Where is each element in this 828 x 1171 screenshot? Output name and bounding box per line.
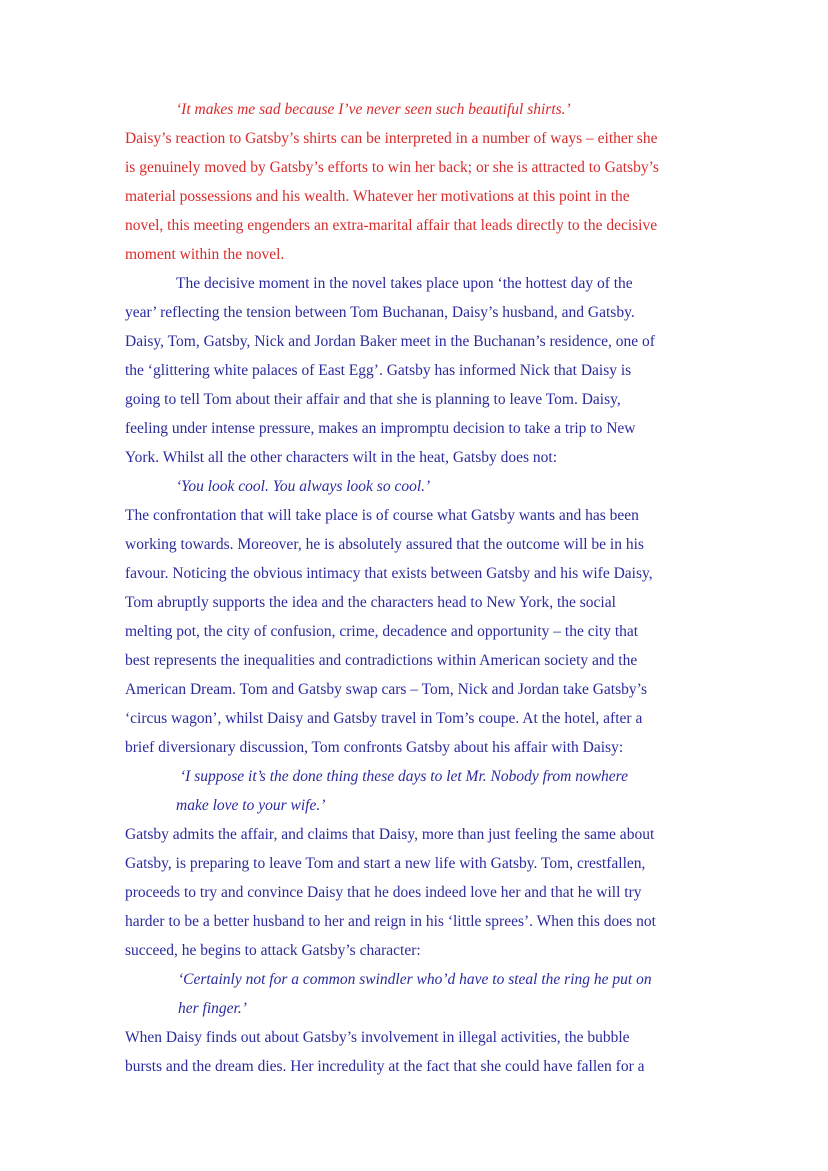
body-line: York. Whilst all the other characters wilt in the heat, Gatsby does not: xyxy=(125,449,558,466)
body-line: bursts and the dream dies. Her incredulity at the fact that she could have fallen for a xyxy=(125,1058,645,1075)
body-line: novel, this meeting engenders an extra-marital affair that leads directly to the decisive xyxy=(125,217,658,234)
body-line: American Dream. Tom and Gatsby swap cars – Tom, Nick and Jordan take Gatsby’s xyxy=(125,681,647,698)
body-line: When Daisy finds out about Gatsby’s involvement in illegal activities, the bubble xyxy=(125,1029,630,1046)
quote-swindler: ‘Certainly not for a common swindler who’d have to steal the ring he put on xyxy=(178,971,652,988)
body-line: Gatsby, is preparing to leave Tom and start a new life with Gatsby. Tom, crestfallen, xyxy=(125,855,646,872)
quote-shirts: ‘It makes me sad because I’ve never seen such beautiful shirts.’ xyxy=(176,101,571,118)
body-line: is genuinely moved by Gatsby’s efforts to win her back; or she is attracted to Gatsby’s xyxy=(125,159,659,176)
body-line: working towards. Moreover, he is absolutely assured that the outcome will be in his xyxy=(125,536,644,553)
body-line: Daisy’s reaction to Gatsby’s shirts can be interpreted in a number of ways – either she xyxy=(125,130,658,147)
quote-swindler-cont: her finger.’ xyxy=(178,1000,247,1017)
body-line: melting pot, the city of confusion, crime, decadence and opportunity – the city that xyxy=(125,623,639,640)
body-line: Daisy, Tom, Gatsby, Nick and Jordan Baker meet in the Buchanan’s residence, one of xyxy=(125,333,655,350)
quote-cool: ‘You look cool. You always look so cool.’ xyxy=(176,478,431,495)
body-line: the ‘glittering white palaces of East Egg’. Gatsby has informed Nick that Daisy is xyxy=(125,362,632,379)
body-line: best represents the inequalities and contradictions within American society and the xyxy=(125,652,638,669)
body-line: feeling under intense pressure, makes an impromptu decision to take a trip to New xyxy=(125,420,636,437)
body-line: The confrontation that will take place is of course what Gatsby wants and has been xyxy=(125,507,639,524)
paragraph-start: The decisive moment in the novel takes place upon ‘the hottest day of the xyxy=(176,275,633,292)
body-line: brief diversionary discussion, Tom confronts Gatsby about his affair with Daisy: xyxy=(125,739,624,756)
quote-nobody: ‘I suppose it’s the done thing these days to let Mr. Nobody from nowhere xyxy=(180,768,629,785)
body-line: proceeds to try and convince Daisy that he does indeed love her and that he will try xyxy=(125,884,642,901)
quote-nobody-cont: make love to your wife.’ xyxy=(176,797,326,814)
body-line: Gatsby admits the affair, and claims that Daisy, more than just feeling the same about xyxy=(125,826,655,843)
body-line: succeed, he begins to attack Gatsby’s character: xyxy=(125,942,421,959)
body-line: ‘circus wagon’, whilst Daisy and Gatsby travel in Tom’s coupe. At the hotel, after a xyxy=(125,710,643,727)
body-line: moment within the novel. xyxy=(125,246,285,263)
body-line: material possessions and his wealth. Whatever her motivations at this point in the xyxy=(125,188,630,205)
body-line: favour. Noticing the obvious intimacy that exists between Gatsby and his wife Daisy, xyxy=(125,565,653,582)
body-line: year’ reflecting the tension between Tom Buchanan, Daisy’s husband, and Gatsby. xyxy=(125,304,635,321)
body-line: harder to be a better husband to her and reign in his ‘little sprees’. When this does not xyxy=(125,913,656,930)
body-line: Tom abruptly supports the idea and the characters head to New York, the social xyxy=(125,594,616,611)
body-line: going to tell Tom about their affair and that she is planning to leave Tom. Daisy, xyxy=(125,391,621,408)
